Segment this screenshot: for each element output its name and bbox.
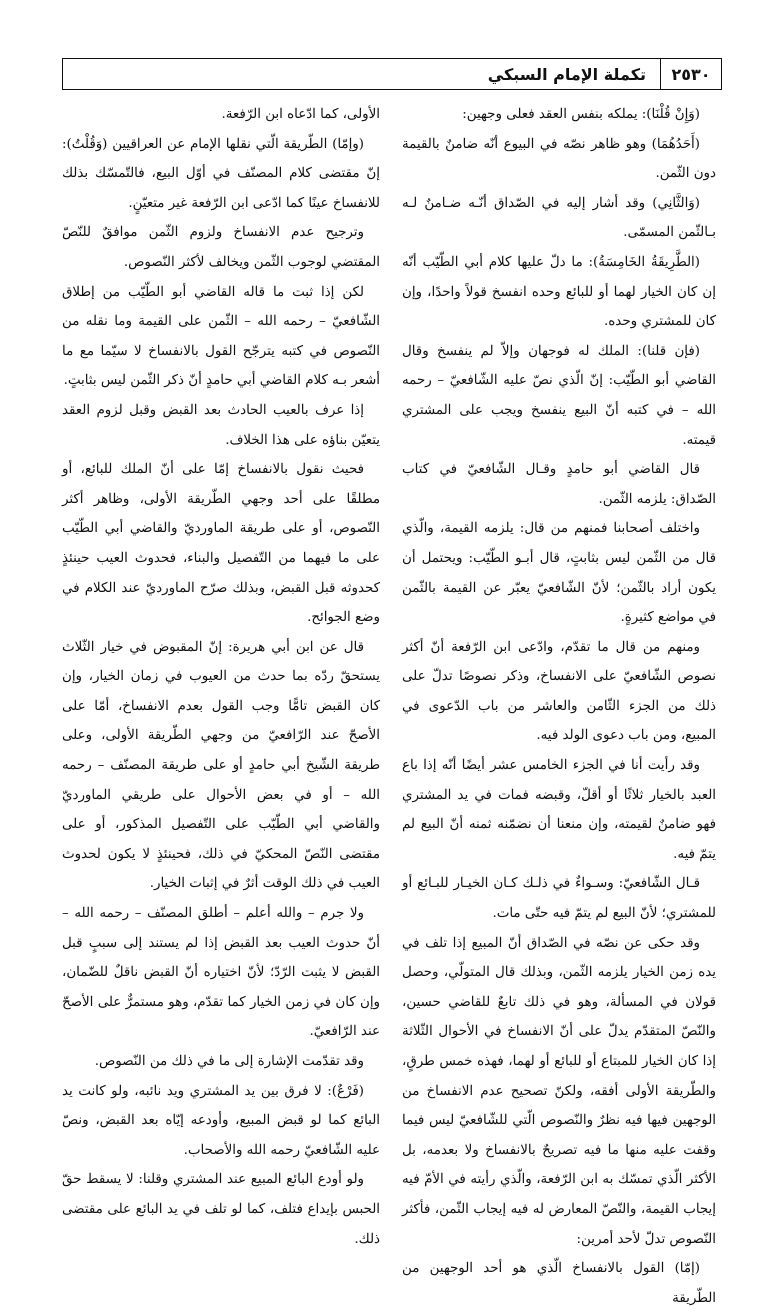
paragraph: قال عن ابن أبي هريرة: إنّ المقبوض في خيار الثّلاث يستحقّ ردّه بما حدث من العيوب في زمان الخيار، وإن كان القبض تامًّا وجب القول بعدم الانفساخ، أمّا على الأصحّ عند الرّافعيّ من وجهي الطّريقة الأولى، وعلى طريقة الشّيخ أبي حامدٍ أو على طريقة المصنّف – رحمه الله – أو في بعض الأحوال على طريقي الماورديّ والقاضي أبي الطّيّب على التّفصيل المذكور، أو على مقتضى النّصّ المحكيّ في ذلك، فحينئذٍ لا يكون لحدوث العيب في ذلك الوقت أثرٌ في إثبات الخيار.: [62, 639, 380, 892]
paragraph: (فَرْعٌ): لا فرق بين يد المشتري ويد نائبه، ولو كانت يد البائع كما لو قبض المبيع، وأودعه إيّاه بعد القبض، ونصّ عليه الشّافعيّ رحمه الله والأصحاب.: [62, 1083, 380, 1158]
page-number: ٢٥٣٠: [660, 59, 721, 89]
paragraph: وقد تقدّمت الإشارة إلى ما في ذلك من النّصوص.: [94, 1054, 364, 1069]
left-column: [62, 100, 380, 1247]
paragraph: وقد حكى عن نصّه في الصّداق أنّ المبيع إذا تلف في يده زمن الخيار يلزمه الثّمن، وبذلك قال المتولّي، وحصل قولان في المسألة، وهو في ذلك تابعٌ للقاضي حسين، والنّصّ المتقدّم يدلّ على أنّ الانفساخ في الأحوال الثّلاثة إذا كان الخيار للمبتاع أو للبائع أو لهما، فهذه خمس طرقٍ، والطّريقة الأولى أفقه، ولكنّ تصحيح عدم الانفساخ من الوجهين فيها فيه نظرٌ والنّصوص الّتي للشّافعيّ ليس فيما وقفت عليه منها ما فيه تصريحٌ بالانفساخ ولا بعدمه، بل الأكثر الّذي تمسّك به ابن الرّفعة، والّذي رأيته في الأمّ فيه إيجاب القيمة، والنّصّ المعارض له فيه إيجاب الثّمن، فأكثر النّصوص تدلّ لأحد أمرين:: [402, 935, 716, 1247]
paragraph: (فإن قلنا): الملك له فوجهان وإلاّ لم ينفسخ وقال القاضي أبو الطّيّب: إنّ الّذي نصّ عليه الشّافعيّ – رحمه الله – في كتبه أنّ البيع ينفسخ ويجب على المشتري قيمته.: [402, 343, 716, 448]
paragraph: (أَحَدُهُمَا) وهو ظاهر نصّه في البيوع أنّه ضامنٌ بالقيمة دون الثّمن.: [402, 136, 716, 182]
paragraph: قال القاضي أبو حامدٍ وقـال الشّافعيّ في كتاب الصّداق: يلزمه الثّمن.: [402, 462, 716, 507]
paragraph: لكن إذا ثبت ما قاله القاضي أبو الطّيّب من إطلاق الشّافعيّ – رحمه الله – الثّمن على القيمة وما نقله من النّصوص في كتبه يترجّح القول بالانفساخ لا سيّما مع ما أشعر بـه كلام القاضي أبي حامدٍ أنّ ذكر الثّمن ليس بثابتٍ.: [62, 284, 380, 389]
paragraph: وترجيح عدم الانفساخ ولزوم الثّمن موافقٌ للنّصّ المقتضي لوجوب الثّمن ويخالف لأكثر النّصوص.: [62, 225, 380, 270]
paragraph: ولا جرم – والله أعلم – أطلق المصنّف – رحمه الله – أنّ حدوث العيب بعد القبض إذا لم يستند إلى سببٍ قبل القبض لا يثبت الرّدّ؛ لأنّ اختياره أنّ القبض ناقلٌ للضّمان، وإن كان في زمن الخيار كما تقدّم، وهو مستمرٌّ على الأصحّ عند الرّافعيّ.: [62, 906, 380, 1040]
paragraph: ولو أودع البائع المبيع عند المشتري وقلنا: لا يسقط حقّ الحبس بإيداع فتلف، كما لو تلف في يد البائع على مقتضى ذلك.: [62, 1172, 380, 1247]
paragraph: (وإمّا) الطّريقة الّتي نقلها الإمام عن العراقيين (وَقُلْتُ): إنّ مقتضى كلام المصنّف في أوّل البيع، فالتّمسّك بذلك للانفساخ عينًا كما ادّعى ابن الرّفعة غير متعيّنٍ.: [62, 136, 380, 211]
paragraph: ومنهم من قال ما تقدّم، وادّعى ابن الرّفعة أنّ أكثر نصوص الشّافعيّ على الانفساخ، وذكر نصوصًا تدلّ على ذلك من الجزء الثّامن والعاشر من باب الدّعوى في المبيع، ومن باب دعوى الولد فيه.: [402, 639, 716, 744]
paragraph: واختلف أصحابنا فمنهم من قال: يلزمه القيمة، والّذي قال من الثّمن ليس بثابتٍ، قال أبـو الطّيّب: ويحتمل أن يكون أراد بالثّمن؛ لأنّ الشّافعيّ يعبّر عن القيمة بالثّمن في مواضع كثيرةٍ.: [402, 521, 716, 626]
paragraph: (وَإِنْ قُلْنَا): يملكه بنفس العقد فعلى وجهين:: [462, 107, 700, 122]
paragraph: الأولى، كما ادّعاه ابن الرّفعة.: [221, 107, 380, 122]
paragraph: (إمّا) القول بالانفساخ الّذي هو أحد الوجهين من الطّريقة: [402, 1261, 716, 1306]
book-title: تكملة الإمام السبكي: [487, 64, 646, 84]
paragraph: فحيث نقول بالانفساخ إمّا على أنّ الملك للبائع، أو مطلقًا على أحد وجهي الطّريقة الأولى، وظاهر أكثر النّصوص، أو على طريقة الماورديّ والقاضي أبي الطّيّب على ما فيهما من التّفصيل والبناء، فحدوث العيب حينئذٍ كحدوثه قبل القبض، وبذلك صرّح الماورديّ عند الكلام في وضع الجوائح.: [62, 462, 380, 626]
paragraph: قـال الشّافعيّ: وسـواءٌ في ذلـك كـان الخيـار للبـائع أو للمشتري؛ لأنّ البيع لم يتمّ فيه حتّى مات.: [402, 876, 716, 922]
paragraph: (وَالثَّانِي) وقد أشار إليه في الصّداق أنّـه ضـامنٌ لـه بـالثّمن المسمّى.: [402, 195, 716, 241]
right-column: [402, 100, 716, 1306]
paragraph: إذا عرف بالعيب الحادث بعد القبض وقبل لزوم العقد يتعيّن بناؤه على هذا الخلاف.: [62, 402, 380, 448]
page-header: [62, 58, 722, 90]
paragraph: وقد رأيت أنا في الجزء الخامس عشر أيضًا أنّه إذا باع العبد بالخيار ثلاثًا أو أقلّ، وقبضه فمات في يد المشتري فهو ضامنٌ لقيمته، وإن منعنا أن نضمّنه ثمنه أنّ البيع لم يتمّ فيه.: [402, 758, 716, 862]
paragraph: (الطَّرِيقَةُ الخَامِسَةُ): ما دلّ عليها كلام أبي الطّيّب أنّه إن كان الخيار لهما أو للبائع وحده انفسخ قولاً واحدًا، وإن كان للمشتري وحده.: [402, 254, 716, 330]
